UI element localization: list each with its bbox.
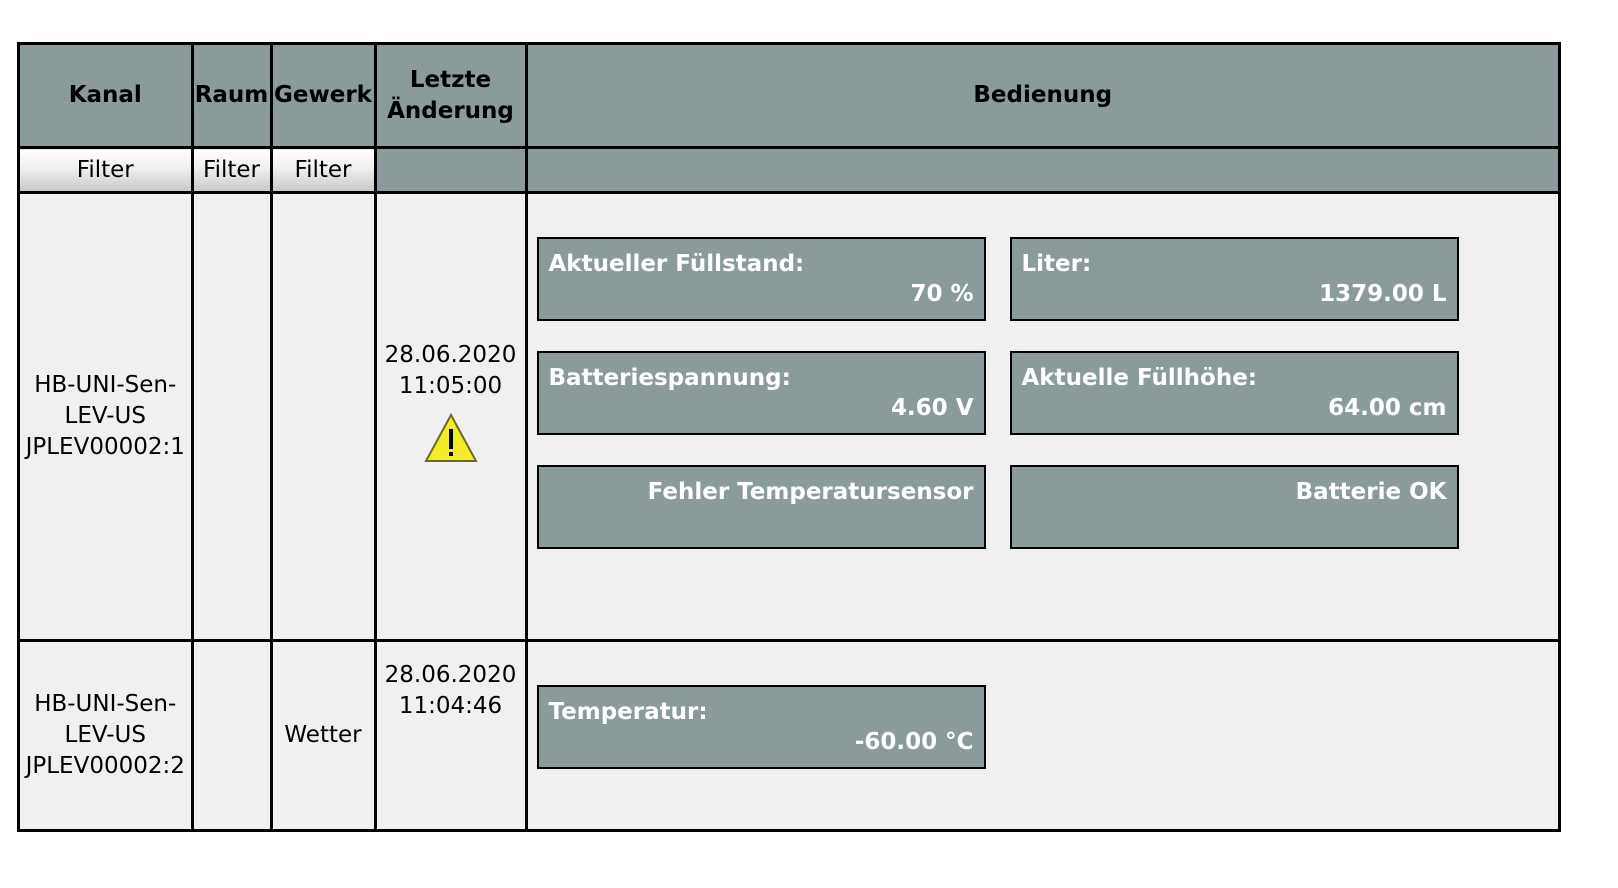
- battery-voltage-tile: [537, 351, 986, 435]
- last-change-time: 11:04:46: [398, 693, 503, 720]
- trade-cell[interactable]: [271, 641, 375, 829]
- room-cell: [192, 193, 271, 641]
- filter-kanal-label: Filter: [76, 157, 134, 184]
- channel-name-line3: JPLEV00002:1: [25, 434, 185, 461]
- channel-name-line2: LEV-US: [64, 722, 146, 749]
- battery-status-label: Batterie OK: [1295, 479, 1447, 506]
- last-change-cell: [375, 641, 526, 829]
- temperature-tile: [537, 685, 986, 769]
- channel-name[interactable]: [20, 641, 192, 829]
- last-change-time: 11:05:00: [398, 372, 503, 399]
- last-change-date: 28.06.2020: [384, 662, 517, 689]
- battery-voltage-value: 4.60 V: [890, 395, 974, 422]
- warning-triangle-icon[interactable]: [423, 412, 479, 464]
- fill-level-value: 70 %: [910, 281, 974, 308]
- channel-name-line3: JPLEV00002:2: [25, 753, 185, 780]
- temperature-label: Temperatur:: [548, 699, 708, 726]
- channel-name-line1: HB-UNI-Sen-: [34, 691, 177, 718]
- column-header-bedienung: [526, 45, 1558, 148]
- channel-name-line2: LEV-US: [64, 403, 146, 430]
- control-panel: [526, 641, 1558, 829]
- battery-status-tile: [1010, 465, 1459, 549]
- fill-height-label: Aktuelle Füllhöhe:: [1021, 365, 1257, 392]
- filter-row: [20, 148, 1558, 193]
- liter-label: Liter:: [1021, 251, 1092, 278]
- column-header-gewerk[interactable]: [271, 45, 375, 148]
- table-row: [20, 641, 1558, 829]
- device-channel-table: [17, 42, 1561, 832]
- column-header-kanal-label: Kanal: [68, 82, 142, 109]
- liter-tile: [1010, 237, 1459, 321]
- column-header-raum[interactable]: [192, 45, 271, 148]
- filter-button-gewerk[interactable]: [271, 148, 375, 193]
- temperature-value: -60.00 °C: [854, 729, 974, 756]
- channel-name-line1: HB-UNI-Sen-: [34, 372, 177, 399]
- filter-empty-letzte: [375, 148, 526, 193]
- column-header-raum-label: Raum: [194, 82, 269, 109]
- last-change-date: 28.06.2020: [384, 341, 517, 368]
- control-panel: [526, 193, 1558, 641]
- last-change-cell: [375, 193, 526, 641]
- column-header-letzte-line1: Letzte: [409, 66, 492, 93]
- filter-raum-label: Filter: [203, 157, 260, 184]
- filter-gewerk-label: Filter: [294, 157, 352, 184]
- channel-name[interactable]: [20, 193, 192, 641]
- trade-cell: [271, 193, 375, 641]
- fill-height-tile: [1010, 351, 1459, 435]
- liter-value: 1379.00 L: [1319, 281, 1447, 308]
- column-header-gewerk-label: Gewerk: [274, 82, 372, 109]
- temperature-sensor-error-label: Fehler Temperatursensor: [647, 479, 974, 506]
- filter-empty-bedienung: [526, 148, 1558, 193]
- temperature-sensor-error-tile: [537, 465, 986, 549]
- fill-height-value: 64.00 cm: [1328, 395, 1447, 422]
- filter-button-raum[interactable]: [192, 148, 271, 193]
- column-header-kanal[interactable]: [20, 45, 192, 148]
- column-header-letzte-line2: Änderung: [387, 97, 514, 124]
- fill-level-tile: [537, 237, 986, 321]
- column-header-letzte-aenderung[interactable]: [375, 45, 526, 148]
- column-header-bedienung-label: Bedienung: [973, 82, 1113, 109]
- header-row: [20, 45, 1558, 148]
- table-row: [20, 193, 1558, 641]
- filter-button-kanal[interactable]: [20, 148, 192, 193]
- trade-value: Wetter: [284, 722, 362, 749]
- battery-voltage-label: Batteriespannung:: [548, 365, 791, 392]
- fill-level-label: Aktueller Füllstand:: [548, 251, 805, 278]
- room-cell: [192, 641, 271, 829]
